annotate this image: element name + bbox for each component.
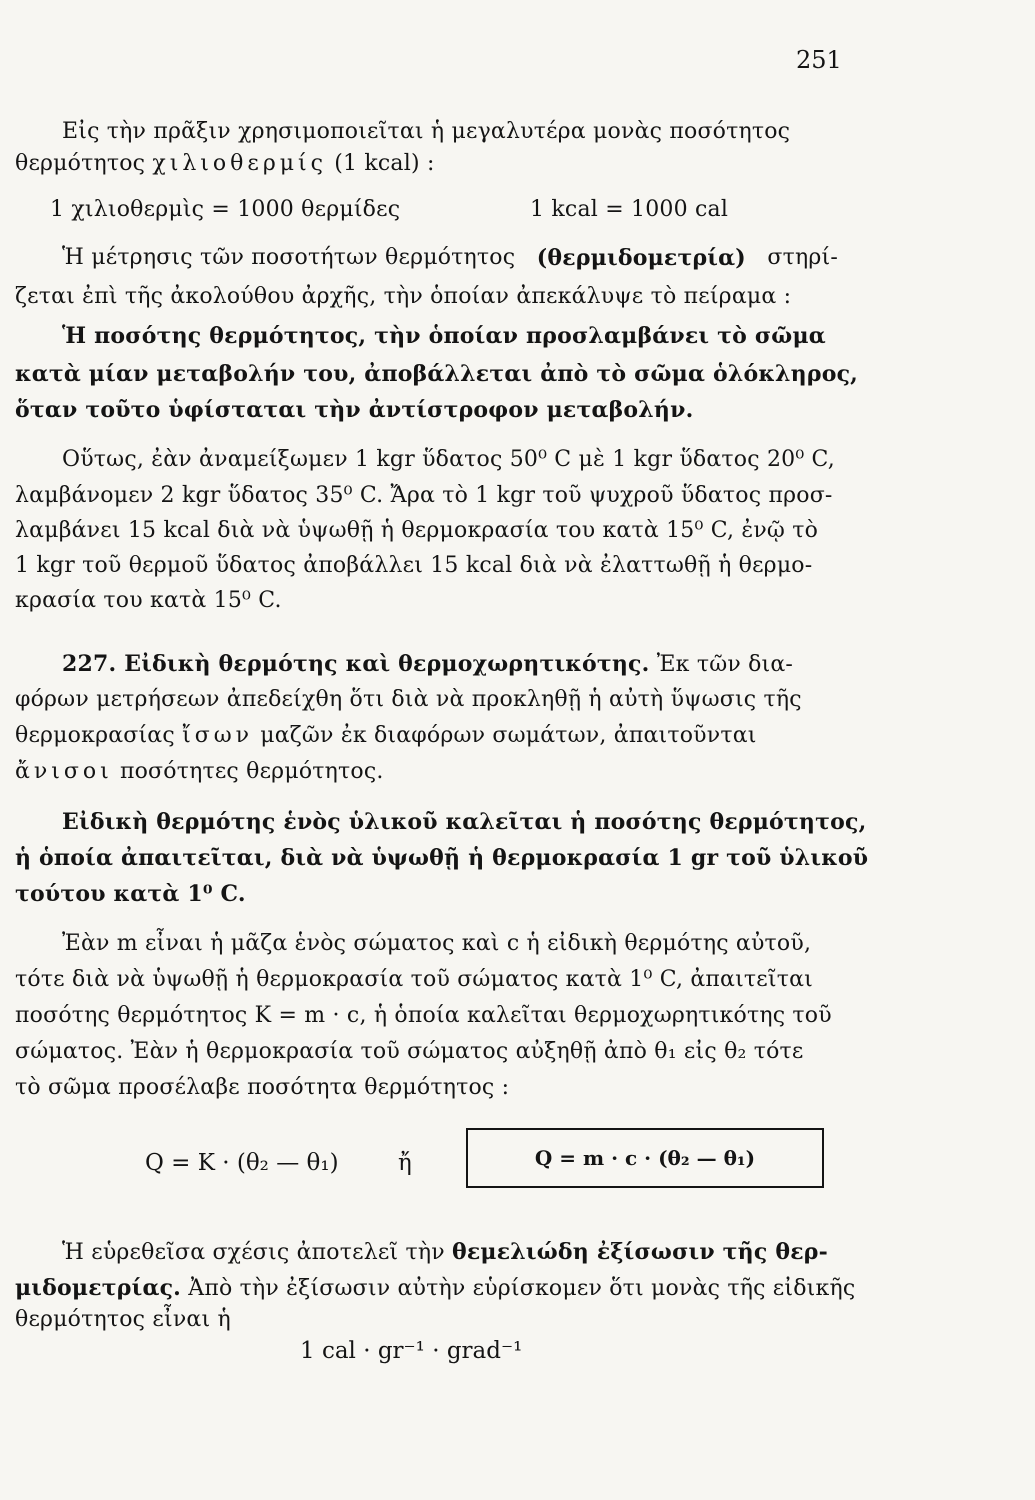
- text-line: Ἐὰν m εἶναι ἡ μᾶζα ἑνὸς σώματος καὶ c ἡ εἰδικὴ θερμότης αὐτοῦ,: [62, 931, 812, 956]
- or-word: ἤ: [398, 1150, 412, 1176]
- text-line: Ἡ εὑρεθεῖσα σχέσις ἀποτελεῖ τὴν θεμελιώδη ἐξίσωσιν τῆς θερ-: [62, 1239, 828, 1265]
- text-line: ζεται ἐπὶ τῆς ἀκολούθου ἀρχῆς, τὴν ὁποίαν ἀπεκάλυψε τὸ πείραμα :: [15, 284, 792, 309]
- text-line: 1 kgr τοῦ θερμοῦ ὕδατος ἀποβάλλει 15 kcal διὰ νὰ ἐλαττωθῇ ἡ θερμο-: [15, 553, 813, 578]
- principle-line: κατὰ μίαν μεταβολήν του, ἀποβάλλεται ἀπὸ τὸ σῶμα ὁλόκληρος,: [15, 361, 859, 387]
- definition-line: τούτου κατὰ 1⁰ C.: [15, 881, 246, 907]
- text-line: θερμότητος εἶναι ἡ: [15, 1307, 231, 1332]
- text-line: Οὕτως, ἐὰν ἀναμείξωμεν 1 kgr ὕδατος 50⁰ C μὲ 1 kgr ὕδατος 20⁰ C,: [62, 447, 836, 472]
- page-number: 251: [796, 46, 842, 74]
- spaced-term: χιλιοθερμίς: [152, 151, 327, 176]
- text-line: μιδομετρίας. Ἀπὸ τὴν ἐξίσωσιν αὐτὴν εὑρίσκομεν ὅτι μονὰς τῆς εἰδικῆς: [15, 1275, 856, 1301]
- section-heading-227: 227. Εἰδικὴ θερμότης καὶ θερμοχωρητικότης. Ἐκ τῶν δια-: [62, 651, 794, 677]
- text-line: θερμοκρασίας ἴσων μαζῶν ἐκ διαφόρων σωμάτων, ἀπαιτοῦνται: [15, 723, 757, 748]
- specific-heat-unit: 1 cal · gr⁻¹ · grad⁻¹: [300, 1338, 523, 1364]
- definition-line: Εἰδικὴ θερμότης ἑνὸς ὑλικοῦ καλεῖται ἡ ποσότης θερμότητος,: [62, 809, 867, 835]
- text-line: φόρων μετρήσεων ἀπεδείχθη ὅτι διὰ νὰ προκληθῇ ἡ αὐτὴ ὕψωσις τῆς: [15, 687, 802, 712]
- text-line: κρασία του κατὰ 15⁰ C.: [15, 588, 282, 613]
- equality-kcal-right: 1 kcal = 1000 cal: [530, 197, 729, 222]
- text-line: ποσότης θερμότητος K = m · c, ἡ ὁποία καλεῖται θερμοχωρητικότης τοῦ: [15, 1003, 832, 1028]
- term-fundamental-equation: θεμελιώδη ἐξίσωσιν τῆς θερ-: [451, 1239, 828, 1265]
- equality-kcal-left: 1 χιλιοθερμὶς = 1000 θερμίδες: [50, 197, 401, 222]
- text-line: θερμότητος χιλιοθερμίς (1 kcal) :: [15, 151, 435, 176]
- principle-line: Ἡ ποσότης θερμότητος, τὴν ὁποίαν προσλαμβάνει τὸ σῶμα: [62, 323, 826, 349]
- text-line: σώματος. Ἐὰν ἡ θερμοκρασία τοῦ σώματος αὐξηθῇ ἀπὸ θ₁ εἰς θ₂ τότε: [15, 1039, 804, 1064]
- term-thermidometria: (θερμιδομετρία): [536, 245, 746, 271]
- heat-equation-left: Q = K · (θ₂ — θ₁): [145, 1150, 339, 1176]
- principle-line: ὅταν τοῦτο ὑφίσταται τὴν ἀντίστροφον μεταβολήν.: [15, 397, 694, 423]
- text-line: τότε διὰ νὰ ὑψωθῇ ἡ θερμοκρασία τοῦ σώματος κατὰ 1⁰ C, ἀπαιτεῖται: [15, 967, 813, 992]
- text-line: Εἰς τὴν πρᾶξιν χρησιμοποιεῖται ἡ μεγαλυτέρα μονὰς ποσότητος: [62, 119, 791, 144]
- definition-line: ἡ ὁποία ἀπαιτεῖται, διὰ νὰ ὑψωθῇ ἡ θερμοκρασία 1 gr τοῦ ὑλικοῦ: [15, 845, 869, 871]
- text-line: λαμβάνει 15 kcal διὰ νὰ ὑψωθῇ ἡ θερμοκρασία του κατὰ 15⁰ C, ἐνῷ τὸ: [15, 518, 819, 543]
- text-line: ἄνισοι ποσότητες θερμότητος.: [15, 759, 384, 784]
- text-line: Ἡ μέτρησις τῶν ποσοτήτων θερμότητος (θερμιδομετρία) στηρί-: [62, 245, 838, 271]
- boxed-heat-equation: Q = m · c · (θ₂ — θ₁): [466, 1128, 824, 1188]
- text-line: λαμβάνομεν 2 kgr ὕδατος 35⁰ C. Ἄρα τὸ 1 kgr τοῦ ψυχροῦ ὕδατος προσ-: [15, 483, 833, 508]
- spaced-term: ἄνισοι: [15, 759, 113, 784]
- spaced-term: ἴσων: [182, 723, 254, 748]
- text-line: τὸ σῶμα προσέλαβε ποσότητα θερμότητος :: [15, 1075, 510, 1100]
